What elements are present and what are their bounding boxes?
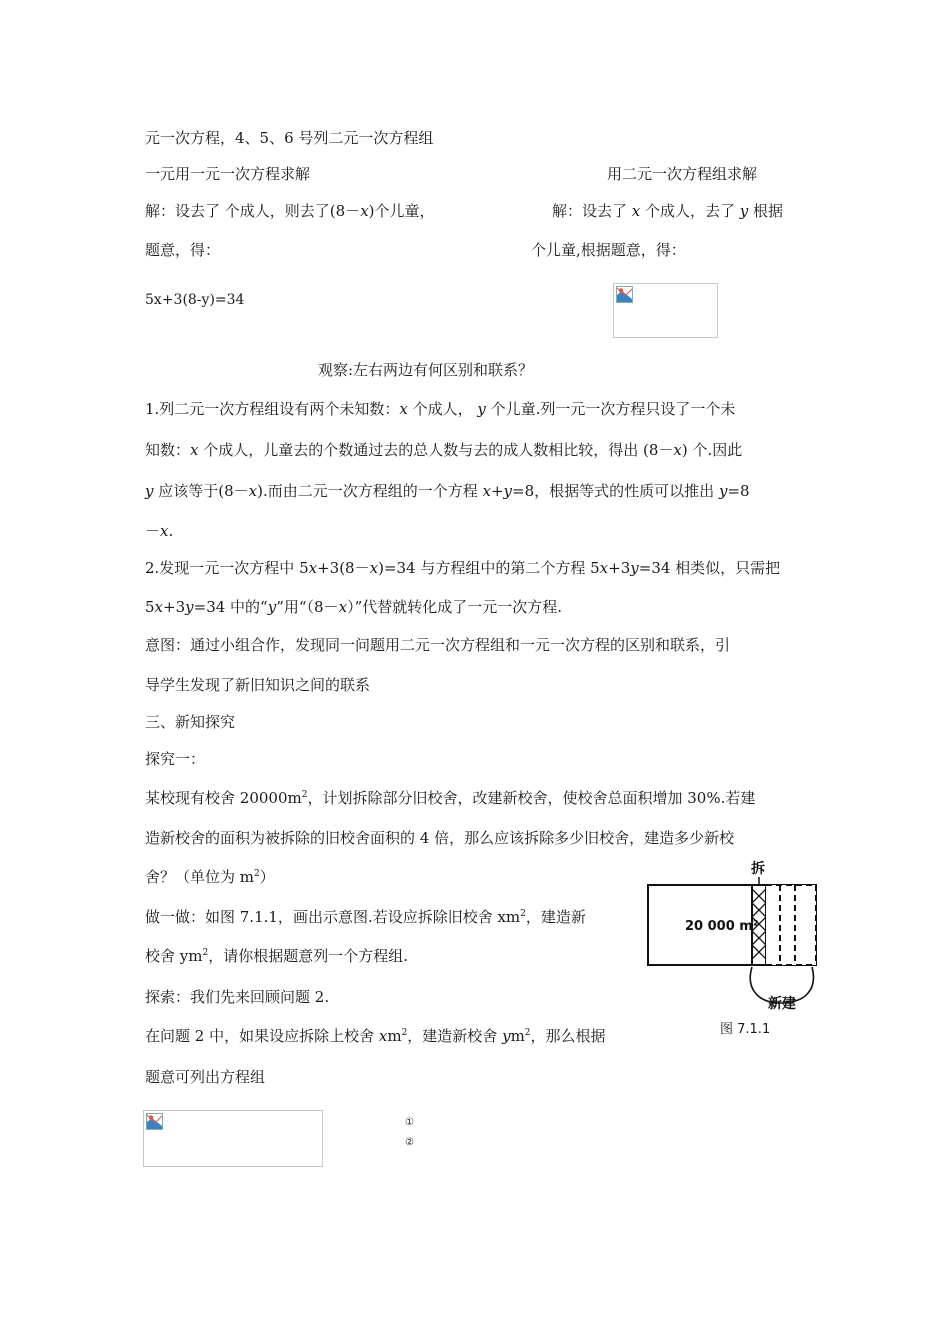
figure-school-building-diagram <box>640 855 830 1015</box>
figure-caption: 图 7.1.1 <box>720 1022 771 1037</box>
q2-line1: 在问题 2 中，如果设应拆除上校舍 $xm^2$，建造新校舍 $ym^2$，那么根据 <box>145 1027 606 1045</box>
right-solution-line: 解：设去了 x 个成人，去了 y 根据 <box>552 202 784 220</box>
observe-line: 观察:左右两边有何区别和联系？ <box>318 361 534 379</box>
equation-image-placeholder <box>613 283 718 338</box>
p1-line3: y 应该等于(8－x).而由二元一次方程组的一个方程 x+y=8，根据等式的性质可以推出 y=8 <box>145 482 750 500</box>
section-heading: 三、新知探究 <box>145 713 236 731</box>
right-heading: 用二元一次方程组求解 <box>607 165 758 183</box>
intent-line1: 意图：通过小组合作，发现同一问题用二元一次方程组和一元一次方程的区别和联系，引 <box>145 636 731 654</box>
left-heading: 一元用一元一次方程求解 <box>145 165 311 183</box>
doit-line2: 校舍 $ym^2$，请你根据题意列一个方程组. <box>145 947 408 965</box>
top-line: 元一次方程，4、5、6 号列二元一次方程组 <box>145 129 434 147</box>
p1-line2: 知数：x 个成人，儿童去的个数通过去的总人数与去的成人数相比较，得出 (8－x) 个.因此 <box>145 441 743 459</box>
p1-line4: －x. <box>145 522 174 540</box>
q2-line2: 题意可列出方程组 <box>145 1068 266 1086</box>
equation-marker-2: ② <box>405 1137 414 1148</box>
explore-recall-line: 探索：我们先来回顾问题 2. <box>145 988 330 1006</box>
equation-system-image-placeholder <box>143 1110 323 1167</box>
p2-line1: 2.发现一元一次方程中 5x+3(8－x)=34 与方程组中的第二个方程 5x+3y=34 相类似，只需把 <box>145 559 781 577</box>
p2-line2: 5x+3y=34 中的“y”用“（8－x）”代替就转化成了一元一次方程. <box>145 598 563 616</box>
demolish-label: 拆 <box>751 861 765 877</box>
area-label: 20 000 m² <box>685 919 759 934</box>
equation-marker-1: ① <box>405 1117 414 1128</box>
right-line2: 个儿童,根据题意，得： <box>531 241 686 259</box>
problem-line2: 造新校舍的面积为被拆除的旧校舍面积的 4 倍，那么应该拆除多少旧校舍，建造多少新校 <box>145 829 735 847</box>
left-line2: 题意，得： <box>145 241 221 259</box>
p1-line1: 1.列二元一次方程组设有两个未知数：x 个成人， y 个儿童.列一元一次方程只设了一个未 <box>145 400 736 418</box>
broken-image-icon <box>616 286 633 303</box>
doit-line1: 做一做：如图 7.1.1，画出示意图.若设应拆除旧校舍 $xm^2$，建造新 <box>145 908 586 926</box>
problem-line1: 某校现有校舍 $20000m^2$，计划拆除部分旧校舍，改建新校舍，使校舍总面积增加 30%.若建 <box>145 789 756 807</box>
explore-heading: 探究一： <box>145 750 206 768</box>
intent-line2: 导学生发现了新旧知识之间的联系 <box>145 676 371 694</box>
left-equation: 5x+3(8-y)=34 <box>145 292 245 308</box>
problem-line3: 舍？（单位为 $m^2$） <box>145 868 275 886</box>
broken-image-icon <box>146 1113 163 1130</box>
left-solution-line: 解：设去了 个成人，则去了(8－x)个儿童， <box>145 202 435 220</box>
new-build-label: 新建 <box>768 996 796 1012</box>
